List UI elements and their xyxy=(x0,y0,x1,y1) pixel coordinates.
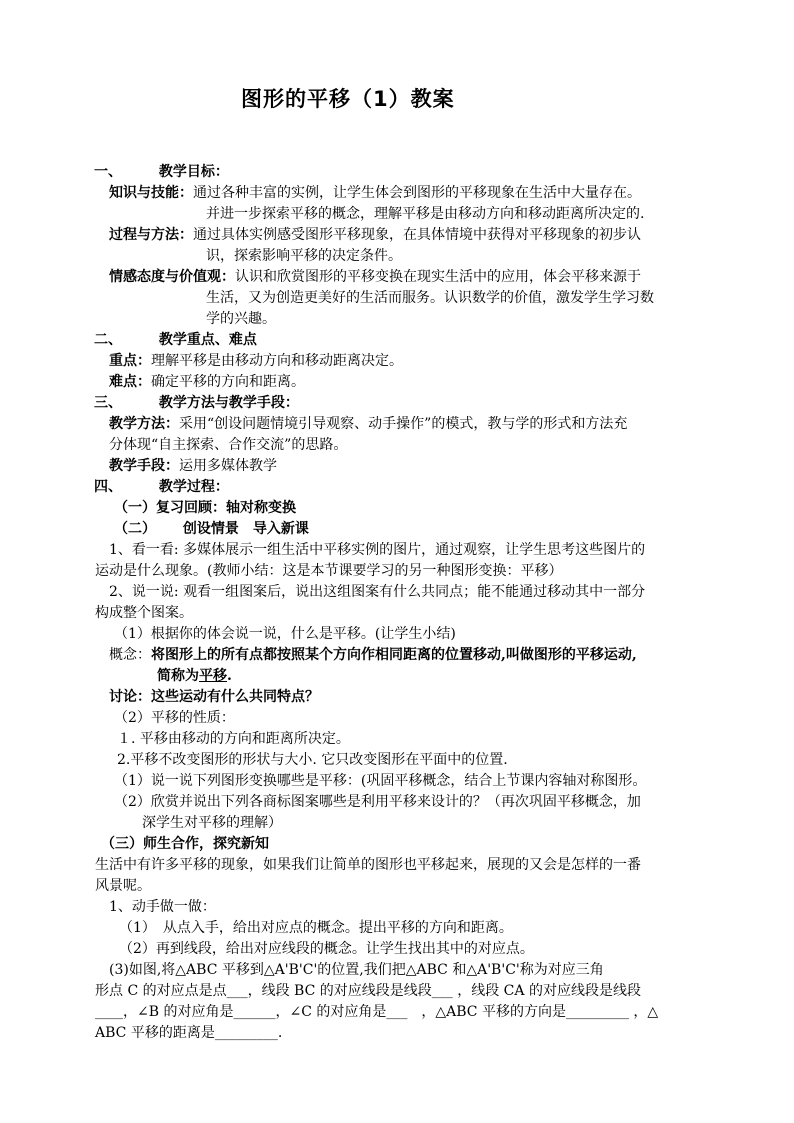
section-2-heading xyxy=(94,330,257,350)
method-line-2: 分体现“自主探索、合作交流”的思路。 xyxy=(109,437,348,453)
difficulty-line xyxy=(109,372,305,392)
step-3-line-4: ABC 平移的距离是_________. xyxy=(95,1025,283,1041)
intro-line-2: 风景呢。 xyxy=(95,878,151,894)
section-title: 教学方法与教学手段： xyxy=(158,395,299,411)
section-title: 教学目标： xyxy=(158,164,229,180)
section-4-heading xyxy=(94,477,229,497)
concept-period: . xyxy=(227,668,232,684)
concept-line-2 xyxy=(157,666,232,686)
say-line-1: 2、说一说: 观看一组图案后，说出这组图案有什么共同点；能不能通过移动其中一部分 xyxy=(109,584,646,600)
concept-short-prefix: 简称为 xyxy=(157,668,199,684)
step-2-line: （2）再到线段，给出对应线段的概念。让学生找出其中的对应点。 xyxy=(119,941,534,957)
step-1-line: （1） 从点入手，给出对应点的概念。提出平移的方向和距离。 xyxy=(119,920,513,936)
emotion-line-3: 学的兴趣。 xyxy=(206,311,276,327)
knowledge-text: 通过各种丰富的实例，让学生体会到图形的平移现象在生活中大量存在。 xyxy=(193,185,641,201)
look-line-2: 运动是什么现象。(教师小结：这是本节课要学习的另一种图形变换：平移） xyxy=(95,563,563,579)
difficulty-label: 难点： xyxy=(109,374,151,390)
process-text: 通过具体实例感受图形平移现象，在具体情境中获得对平移现象的初步认 xyxy=(193,227,641,243)
document-title: 图形的平移（1）教案 xyxy=(241,87,455,111)
method-text: 采用“创设问题情境引导观察、动手操作”的模式，教与学的形式和方法充 xyxy=(179,416,628,432)
process-label: 过程与方法： xyxy=(109,227,193,243)
discussion-line: 讨论：这些运动有什么共同特点？ xyxy=(109,689,319,705)
intro-line-1: 生活中有许多平移的现象，如果我们让简单的图形也平移起来，展现的又会是怎样的一番 xyxy=(95,857,641,873)
process-line-2: 识，探索影响平移的决定条件。 xyxy=(206,248,402,264)
section-title: 教学重点、难点 xyxy=(158,332,257,348)
concept-line-1 xyxy=(109,645,637,665)
section-number: 一、 xyxy=(94,164,122,180)
question-2-line: （2）平移的性质： xyxy=(114,710,235,726)
tools-text: 运用多媒体教学 xyxy=(179,458,277,474)
property-2: 2.平移不改变图形的形状与大小. 它只改变图形在平面中的位置. xyxy=(117,752,508,768)
emotion-text: 认识和欣赏图形的平移变换在现实生活中的应用，体会平移来源于 xyxy=(235,269,641,285)
method-label: 教学方法： xyxy=(109,416,179,432)
emotion-line-2: 生活，又为创造更美好的生活而服务。认识数学的价值，激发学生学习数 xyxy=(206,290,654,306)
key-point-label: 重点： xyxy=(109,353,151,369)
question-1-line: （1）根据你的体会说一说，什么是平移。(让学生小结) xyxy=(114,626,456,642)
concept-label: 概念： xyxy=(109,647,151,663)
key-point-text: 理解平移是由移动方向和移动距离决定。 xyxy=(151,353,403,369)
hands-on-line: 1、动手做一做： xyxy=(109,899,216,915)
step-3-line-1: (3)如图,将△ABC 平移到△A'B'C'的位置,我们把△ABC 和△A'B'C'称为对应三角 xyxy=(109,962,604,978)
emotion-label: 情感态度与价值观： xyxy=(109,269,235,285)
context-number: （二） xyxy=(114,521,156,537)
tools-label: 教学手段： xyxy=(109,458,179,474)
section-number: 二、 xyxy=(94,332,122,348)
section-number: 四、 xyxy=(94,479,122,495)
property-1: １. 平移由移动的方向和距离所决定。 xyxy=(117,731,350,747)
say-line-2: 构成整个图案。 xyxy=(95,605,193,621)
process-line-1 xyxy=(109,225,641,245)
tools-line xyxy=(109,456,277,476)
knowledge-label: 知识与技能： xyxy=(109,185,193,201)
enjoy-line-2: 深学生对平移的理解） xyxy=(142,815,282,831)
difficulty-text: 确定平移的方向和距离。 xyxy=(151,374,305,390)
knowledge-line-2: 并进一步探索平移的概念，理解平移是由移动方向和移动距离所决定的. xyxy=(206,206,645,222)
knowledge-line-1 xyxy=(109,183,641,203)
method-line-1 xyxy=(109,414,627,434)
section-number: 三、 xyxy=(94,395,122,411)
cooperation-heading: （三）师生合作，探究新知 xyxy=(101,836,269,852)
step-3-line-3: ____，∠B 的对应角是______，∠C 的对应角是___ ，△ABC 平移的方向是_________ ，△ xyxy=(95,1004,659,1020)
say-transform-line: （1）说一说下列图形变换哪些是平移：(巩固平移概念，结合上节课内容轴对称图形。 xyxy=(114,773,647,789)
section-3-heading xyxy=(94,393,299,413)
concept-text: 将图形上的所有点都按照某个方向作相同距离的位置移动,叫做图形的平移运动, xyxy=(151,647,637,663)
look-line-1: 1、看一看: 多媒体展示一组生活中平移实例的图片，通过观察，让学生思考这些图片的 xyxy=(109,542,646,558)
context-title: 创设情景 导入新课 xyxy=(182,521,309,537)
context-heading xyxy=(114,519,309,539)
key-point-line xyxy=(109,351,403,371)
section-1-heading xyxy=(94,162,229,182)
step-3-line-2: 形点 C 的对应点是点___，线段 BC 的对应线段是线段___ ，线段 CA 的对应线段是线段 xyxy=(95,983,641,999)
emotion-line-1 xyxy=(109,267,641,287)
review-heading: （一）复习回顾：轴对称变换 xyxy=(114,500,296,516)
concept-term: 平移 xyxy=(199,668,227,684)
section-title: 教学过程： xyxy=(158,479,229,495)
enjoy-line-1: （2）欣赏并说出下列各商标图案哪些是利用平移来设计的？（再次巩固平移概念，加 xyxy=(114,794,641,810)
